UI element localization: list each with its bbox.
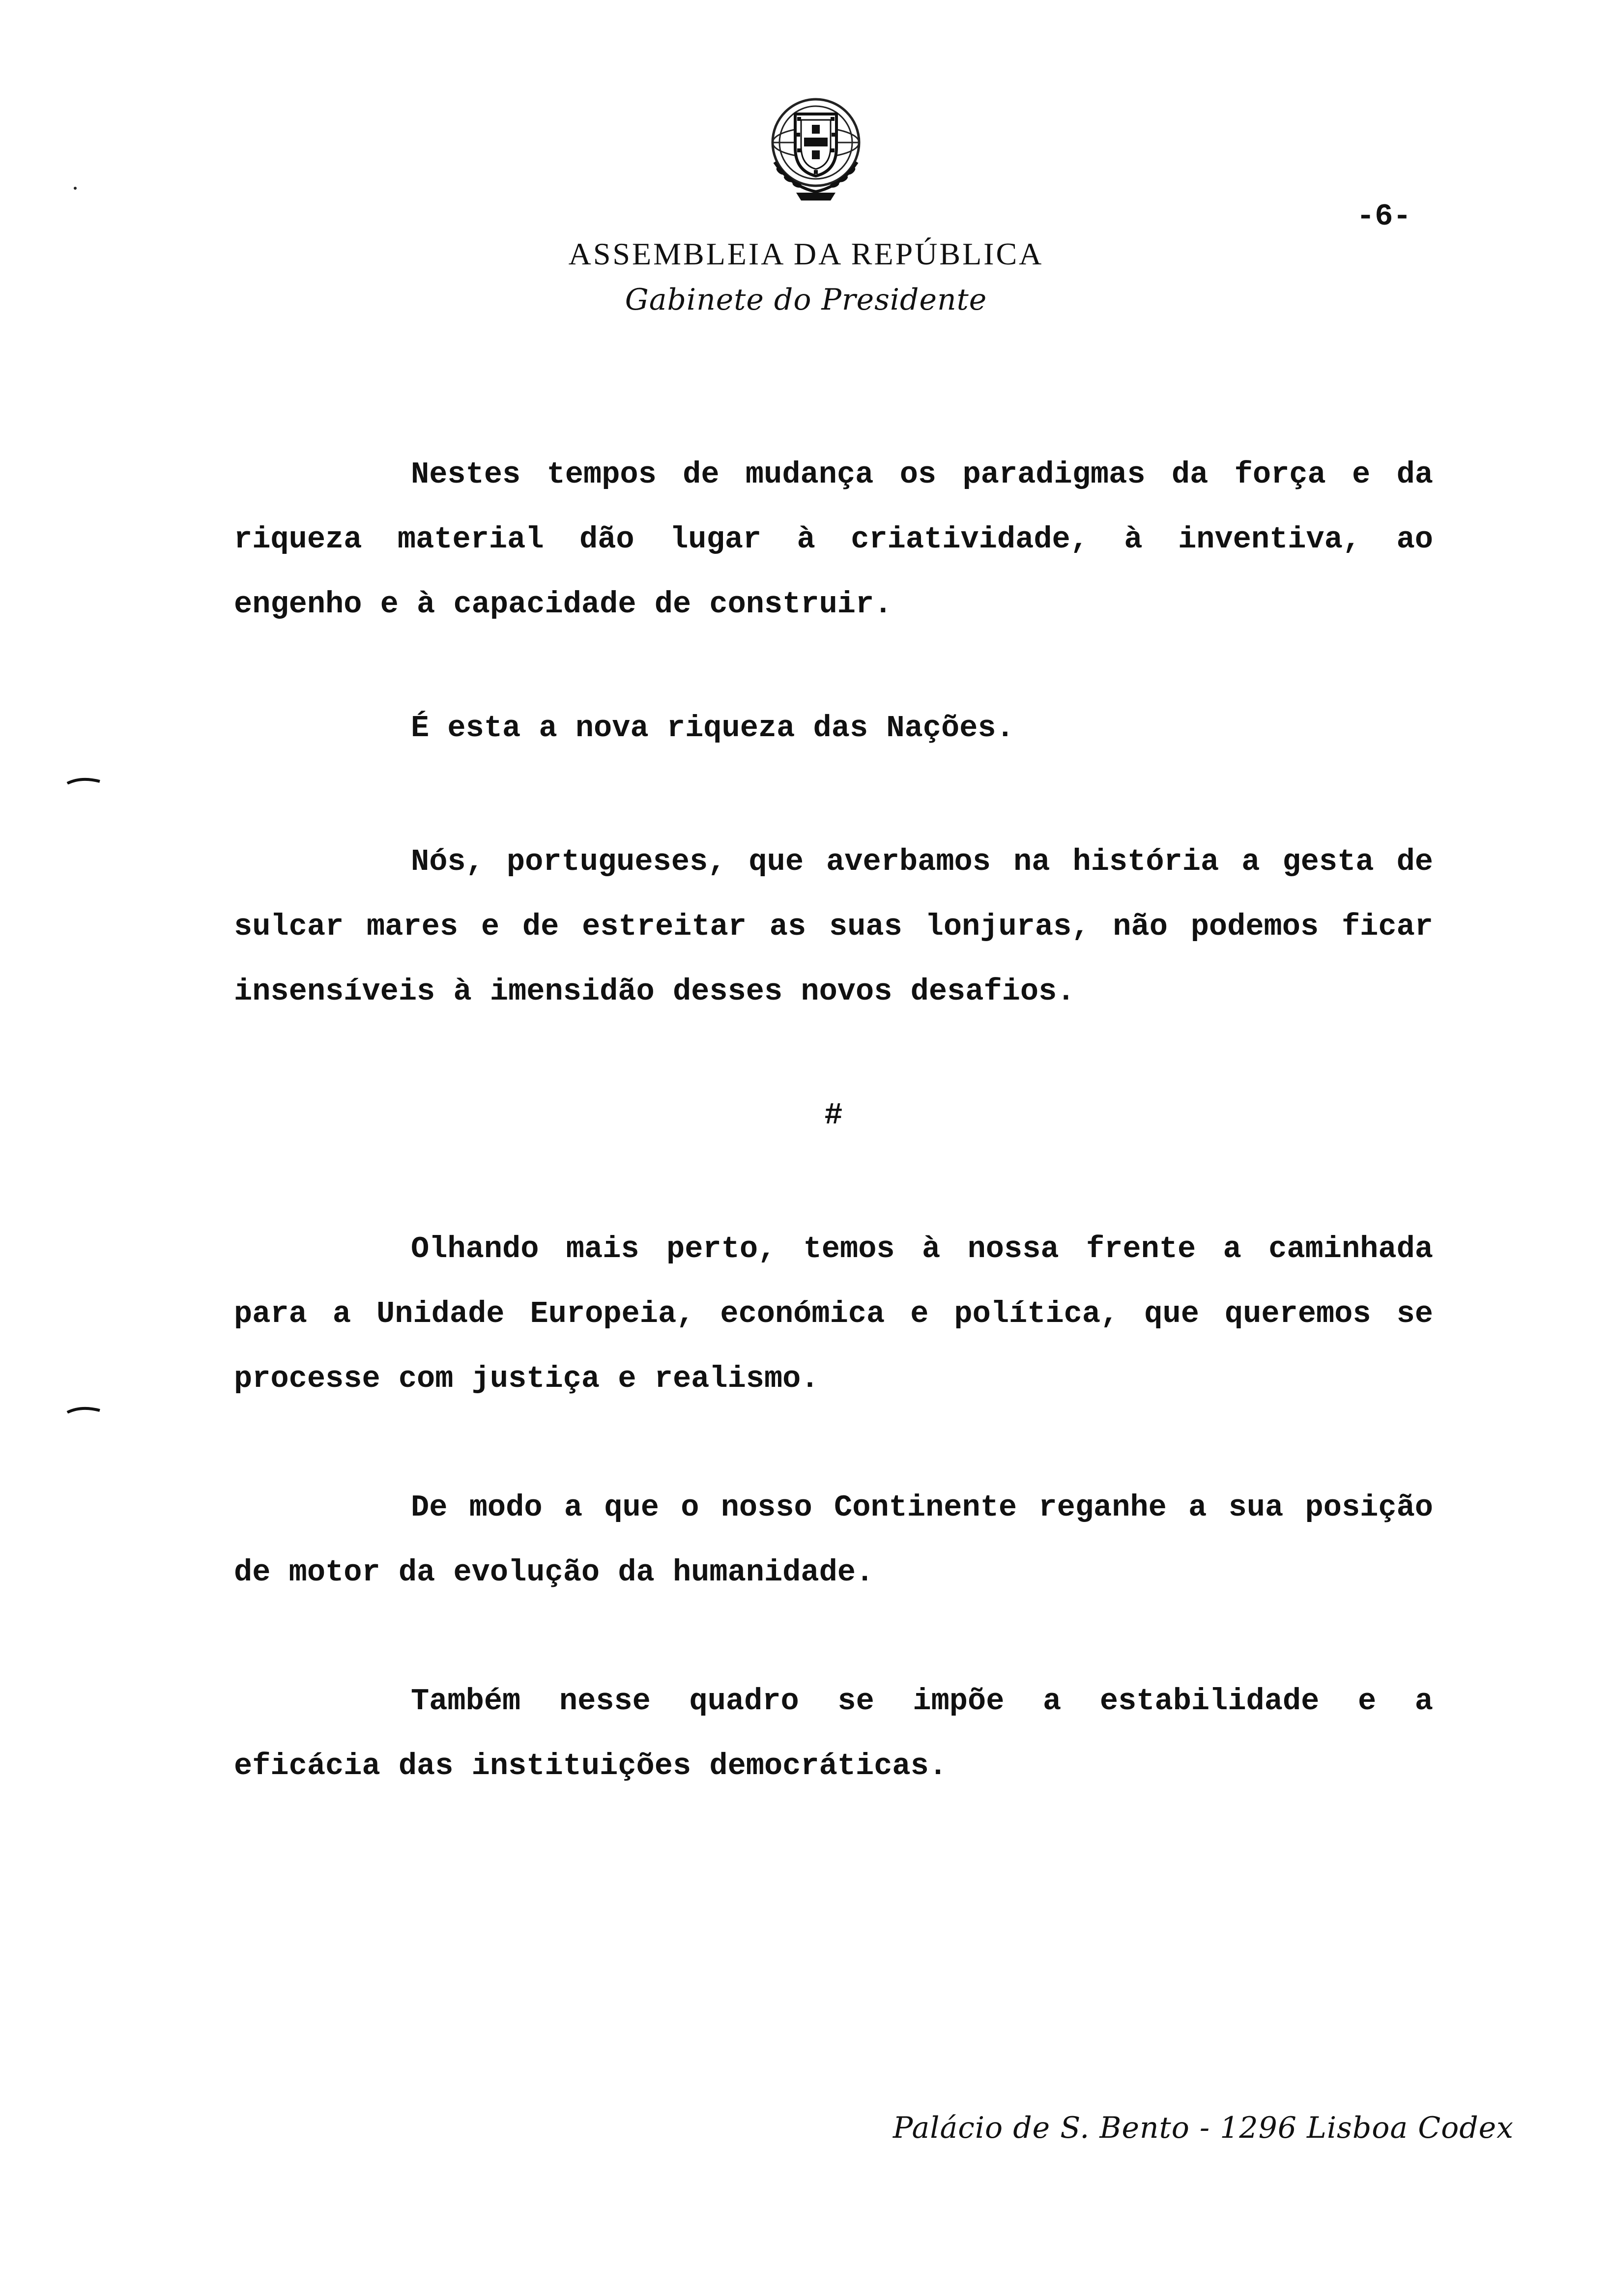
institution-name: ASSEMBLEIA DA REPÚBLICA (568, 236, 1044, 271)
paragraph: Olhando mais perto, temos à nossa frente a caminhada para a Unidade Europeia, económica e política, que queremos se processe com justiça e realismo. (234, 1232, 1433, 1396)
section-separator: # (824, 1098, 843, 1133)
scan-mark-icon (66, 776, 101, 784)
office-name: Gabinete do Presidente (625, 283, 987, 317)
coat-of-arms-emblem (757, 88, 875, 206)
paragraph: Nós, portugueses, que averbamos na história a gesta de sulcar mares e de estreitar as suas lonjuras, não podemos ficar insensíveis à imensidão desses novos desafios. (234, 844, 1433, 1009)
scan-mark-icon (66, 1406, 101, 1413)
paragraph: Também nesse quadro se impõe a estabilidade e a eficácia das instituições democráticas. (234, 1684, 1433, 1783)
paragraph: Nestes tempos de mudança os paradigmas da força e da riqueza material dão lugar à criatividade, à inventiva, ao engenho e à capacidade de construir. (234, 457, 1433, 622)
document-body (234, 442, 1433, 1799)
paragraph: De modo a que o nosso Continente reganhe a sua posição de motor da evolução da humanidade. (234, 1490, 1433, 1590)
scan-dot-icon (74, 187, 77, 190)
footer-address: Palácio de S. Bento - 1296 Lisboa Codex (892, 2111, 1514, 2145)
page-number: -6- (1356, 199, 1411, 234)
paragraph: É esta a nova riqueza das Nações. (411, 711, 1014, 746)
